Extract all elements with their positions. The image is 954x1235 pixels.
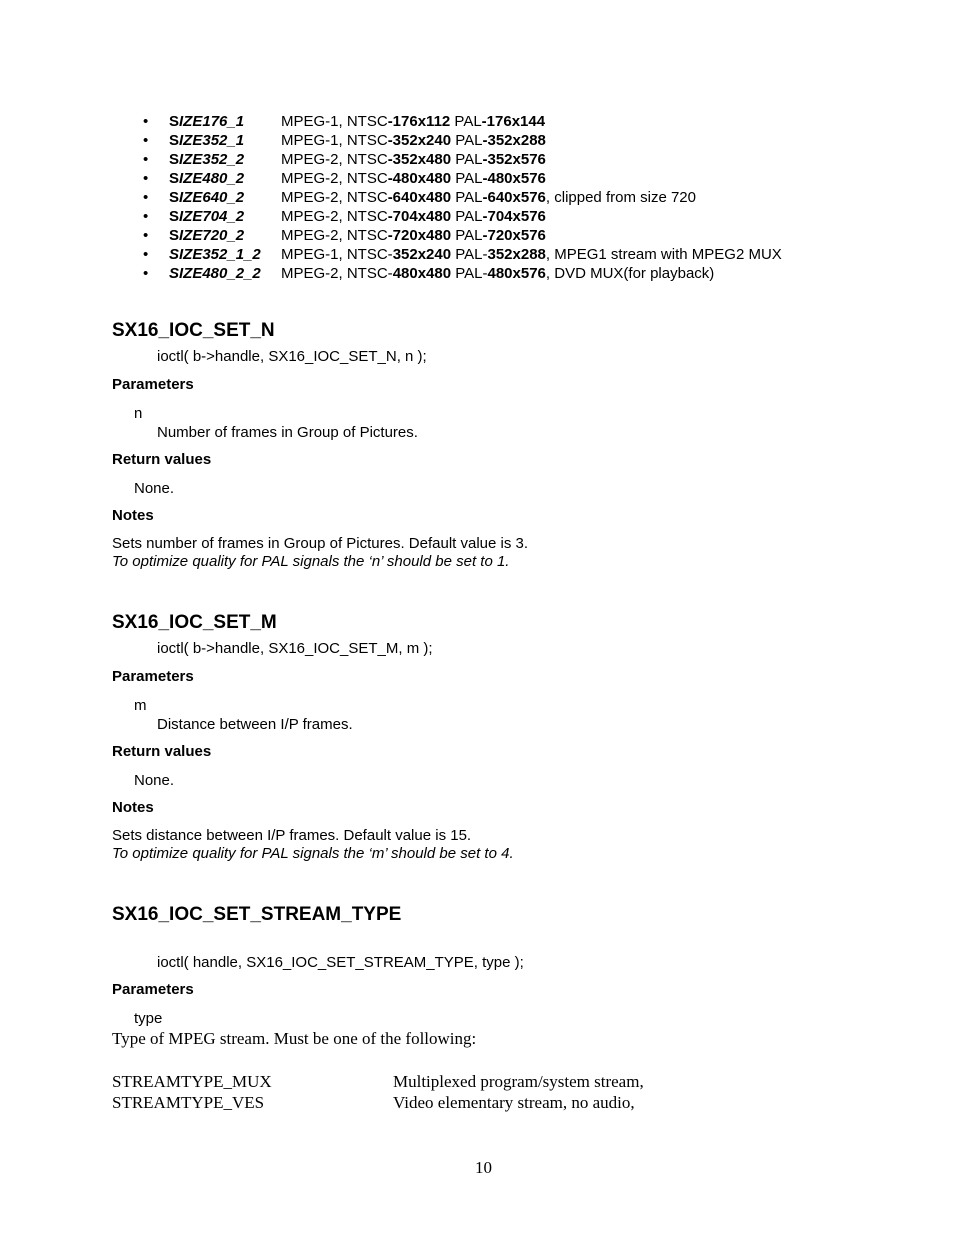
pal-resolution: -176x144	[481, 113, 546, 130]
pal-resolution: -352x288	[482, 132, 546, 149]
ntsc-resolution: 480x480	[392, 265, 452, 282]
bullet-icon: •	[143, 265, 149, 282]
mpeg-version: MPEG-2	[281, 227, 339, 244]
size-constant-suffix: SIZE480_2_2	[169, 265, 261, 282]
size-constant-prefix: S	[169, 227, 180, 244]
section-title-set-stream-type: SX16_IOC_SET_STREAM_TYPE	[112, 904, 402, 925]
size-list-item	[0, 131, 954, 150]
notes-italic-set-m: To optimize quality for PAL signals the ‘m’ should be set to 4.	[112, 845, 514, 862]
pal-label: PAL	[451, 151, 483, 168]
param-name-n: n	[134, 405, 143, 422]
size-description	[281, 264, 714, 283]
size-constant-suffix: IZE480_2	[179, 170, 245, 187]
pal-label: PAL	[451, 170, 483, 187]
parameters-heading-set-stream-type: Parameters	[112, 981, 194, 998]
ntsc-label: , NTSC	[338, 113, 388, 130]
pal-label: PAL	[451, 132, 483, 149]
return-values-heading-set-m: Return values	[112, 743, 212, 760]
ntsc-label: , NTSC	[338, 151, 388, 168]
size-list-item	[0, 188, 954, 207]
parameters-heading-set-n: Parameters	[112, 376, 194, 393]
ntsc-resolution: -640x480	[387, 189, 452, 206]
param-desc-m: Distance between I/P frames.	[157, 716, 353, 733]
param-desc-type: Type of MPEG stream. Must be one of the following:	[112, 1029, 477, 1048]
pal-resolution: -720x576	[482, 227, 546, 244]
section-title-set-m: SX16_IOC_SET_M	[112, 612, 277, 633]
pal-label: PAL	[450, 113, 482, 130]
notes-text-set-n: Sets number of frames in Group of Pictures. Default value is 3.	[112, 535, 529, 552]
size-constant-name	[169, 245, 261, 264]
size-description	[281, 131, 546, 150]
size-constant-prefix: S	[169, 113, 180, 130]
return-value-set-n: None.	[134, 480, 175, 497]
param-name-type: type	[134, 1010, 163, 1027]
mpeg-version: MPEG-1	[281, 246, 339, 263]
pal-resolution: -640x576	[482, 189, 546, 206]
size-constant-suffix: IZE352_2	[179, 151, 245, 168]
size-description	[281, 169, 546, 188]
size-constant-suffix: IZE640_2	[179, 189, 245, 206]
mpeg-version: MPEG-2	[281, 189, 339, 206]
pal-label: PAL	[451, 208, 483, 225]
size-description	[281, 207, 546, 226]
ntsc-resolution: -352x240	[387, 132, 452, 149]
bullet-icon: •	[143, 113, 149, 130]
bullet-icon: •	[143, 227, 149, 244]
bullet-icon: •	[143, 208, 149, 225]
size-constant-name	[169, 131, 244, 150]
bullet-icon: •	[143, 189, 149, 206]
size-list-item	[0, 112, 954, 131]
size-list-item	[0, 264, 954, 283]
size-note: , DVD MUX(for playback)	[545, 265, 715, 282]
notes-heading-set-m: Notes	[112, 799, 154, 816]
return-values-heading-set-n: Return values	[112, 451, 212, 468]
size-list-item	[0, 226, 954, 245]
code-signature-set-n: ioctl( b->handle, SX16_IOC_SET_N, n );	[157, 348, 427, 365]
stream-type-option-desc: Video elementary stream, no audio,	[393, 1093, 635, 1112]
parameters-heading-set-m: Parameters	[112, 668, 194, 685]
size-note: , clipped from size 720	[545, 189, 696, 206]
mpeg-version: MPEG-1	[281, 113, 339, 130]
size-list-item	[0, 169, 954, 188]
size-constant-suffix: IZE352_1	[179, 132, 245, 149]
bullet-icon: •	[143, 246, 149, 263]
notes-italic-set-n: To optimize quality for PAL signals the ‘n’ should be set to 1.	[112, 553, 510, 570]
size-constant-name	[169, 207, 244, 226]
ntsc-label: , NTSC-	[338, 246, 393, 263]
pal-resolution: 480x576	[487, 265, 546, 282]
mpeg-version: MPEG-2	[281, 170, 339, 187]
code-signature-set-m: ioctl( b->handle, SX16_IOC_SET_M, m );	[157, 640, 433, 657]
ntsc-resolution: -704x480	[387, 208, 452, 225]
ntsc-resolution: -176x112	[387, 113, 451, 130]
mpeg-version: MPEG-1	[281, 132, 339, 149]
pal-label: PAL-	[451, 265, 488, 282]
stream-type-option-name: STREAMTYPE_MUX	[112, 1072, 272, 1091]
param-desc-n: Number of frames in Group of Pictures.	[157, 424, 418, 441]
ntsc-label: , NTSC-	[338, 265, 393, 282]
ntsc-label: , NTSC	[338, 189, 388, 206]
size-description	[281, 188, 696, 207]
pal-label: PAL	[451, 227, 483, 244]
return-value-set-m: None.	[134, 772, 175, 789]
pal-resolution: -480x576	[482, 170, 546, 187]
size-note: , MPEG1 stream with MPEG2 MUX	[545, 246, 782, 263]
size-list-item	[0, 150, 954, 169]
ntsc-resolution: 352x240	[392, 246, 452, 263]
stream-type-option-name: STREAMTYPE_VES	[112, 1093, 265, 1112]
ntsc-resolution: -720x480	[387, 227, 452, 244]
bullet-icon: •	[143, 170, 149, 187]
code-signature-set-stream-type: ioctl( handle, SX16_IOC_SET_STREAM_TYPE, type );	[157, 954, 524, 971]
size-constant-suffix: IZE176_1	[179, 113, 245, 130]
notes-heading-set-n: Notes	[112, 507, 154, 524]
mpeg-version: MPEG-2	[281, 208, 339, 225]
bullet-icon: •	[143, 132, 149, 149]
size-description	[281, 150, 546, 169]
mpeg-version: MPEG-2	[281, 151, 339, 168]
section-title-set-n: SX16_IOC_SET_N	[112, 320, 275, 341]
notes-text-set-m: Sets distance between I/P frames. Default value is 15.	[112, 827, 472, 844]
ntsc-label: , NTSC	[338, 227, 388, 244]
size-constant-prefix: S	[169, 170, 180, 187]
size-constant-prefix: S	[169, 132, 180, 149]
pal-resolution: -352x576	[482, 151, 546, 168]
stream-type-option-desc: Multiplexed program/system stream,	[393, 1072, 644, 1091]
size-constant-suffix: IZE704_2	[179, 208, 245, 225]
pal-label: PAL	[451, 189, 483, 206]
size-constant-name	[169, 264, 261, 283]
size-list-item	[0, 207, 954, 226]
ntsc-label: , NTSC	[338, 132, 388, 149]
size-constant-name	[169, 150, 244, 169]
size-constant-prefix: S	[169, 208, 180, 225]
size-list-item	[0, 245, 954, 264]
param-name-m: m	[134, 697, 147, 714]
mpeg-version: MPEG-2	[281, 265, 339, 282]
size-constant-name	[169, 188, 244, 207]
pal-resolution: -704x576	[482, 208, 546, 225]
pal-label: PAL-	[451, 246, 488, 263]
size-constant-name	[169, 169, 244, 188]
page-number: 10	[475, 1158, 492, 1177]
size-constant-suffix: SIZE352_1_2	[169, 246, 261, 263]
size-description	[281, 112, 545, 131]
ntsc-resolution: -352x480	[387, 151, 452, 168]
size-constant-name	[169, 112, 244, 131]
pal-resolution: 352x288	[487, 246, 546, 263]
size-constant-prefix: S	[169, 151, 180, 168]
size-description	[281, 226, 546, 245]
size-constant-suffix: IZE720_2	[179, 227, 245, 244]
ntsc-label: , NTSC	[338, 208, 388, 225]
bullet-icon: •	[143, 151, 149, 168]
size-constant-name	[169, 226, 244, 245]
ntsc-label: , NTSC	[338, 170, 388, 187]
size-description	[281, 245, 782, 264]
ntsc-resolution: -480x480	[387, 170, 452, 187]
size-constant-prefix: S	[169, 189, 180, 206]
